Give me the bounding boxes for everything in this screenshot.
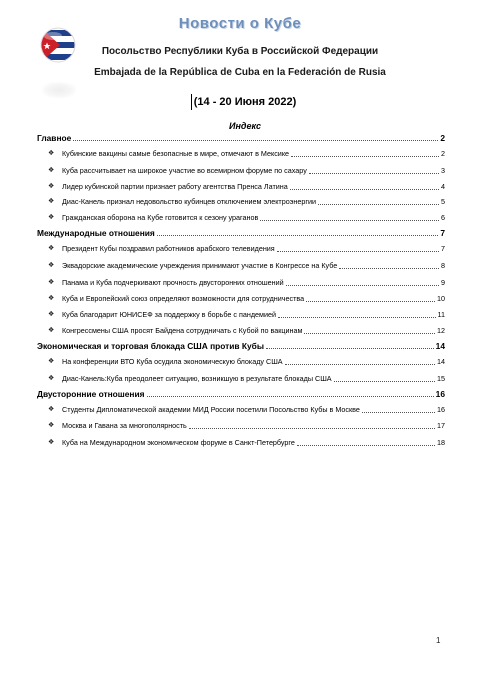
toc-page-number: 2 [440,133,445,143]
toc-item-title: Диас-Канель:Куба преодолеет ситуацию, возникшую в результате блокады США [62,374,332,383]
toc-item[interactable] [48,166,445,176]
toc-page-number: 17 [437,421,445,430]
dot-leader [362,412,435,413]
diamond-bullet-icon: ❖ [48,279,55,286]
toc-item[interactable] [48,326,445,336]
toc-item-title: Конгрессмены США просят Байдена сотрудничать с Кубой по вакцинам [62,326,303,335]
index-heading: Индекс [228,121,262,131]
dot-leader [157,235,439,236]
toc-item-title: Панама и Куба подчеркивают прочность двусторонних отношений [62,278,284,287]
toc-item-title: Куба благодарит ЮНИСЕФ за поддержку в борьбе с пандемией [62,310,276,319]
dot-leader [339,268,439,269]
diamond-bullet-icon: ❖ [48,167,55,174]
toc-page-number: 16 [437,405,445,414]
diamond-bullet-icon: ❖ [48,245,55,252]
embassy-name-spanish: Embajada de la República de Cuba en la Federación de Rusia [94,67,386,78]
toc-item-title: Куба на Международном экономическом форуме в Санкт-Петербурге [62,438,295,447]
toc-item-title: Куба и Европейский союз определяют возможности для сотрудничества [62,294,305,303]
toc-page-number: 6 [441,213,445,222]
toc-page-number: 4 [441,182,445,191]
toc-section[interactable] [37,228,445,238]
dot-leader [260,220,439,221]
dot-leader [147,396,434,397]
toc-item[interactable] [48,278,445,288]
diamond-bullet-icon: ❖ [48,311,55,318]
dot-leader [285,364,435,365]
toc-item[interactable] [48,213,445,223]
dot-leader [189,428,435,429]
toc-section-title: Международные отношения [37,228,155,238]
toc-item[interactable] [48,182,445,192]
toc-item[interactable] [48,374,445,384]
toc-page-number: 12 [437,326,445,335]
toc-page-number: 14 [435,341,445,351]
toc-page-number: 15 [437,374,445,383]
toc-page-number: 5 [441,197,445,206]
dot-leader [297,445,435,446]
toc-section-title: Экономическая и торговая блокада США против Кубы [37,341,264,351]
diamond-bullet-icon: ❖ [48,262,55,269]
dot-leader [286,285,439,286]
toc-item-title: Диас-Канель признал недовольство кубинцев отключением электроэнергии [62,197,316,206]
toc-item[interactable] [48,294,445,304]
dot-leader [304,333,435,334]
diamond-bullet-icon: ❖ [48,327,55,334]
diamond-bullet-icon: ❖ [48,150,55,157]
page-number: 1 [436,636,441,645]
dot-leader [334,381,435,382]
toc-item-title: Эквадорские академические учреждения принимают участие в Конгрессе на Кубе [62,261,338,270]
toc-item[interactable] [48,197,445,207]
toc-item[interactable] [48,357,445,367]
diamond-bullet-icon: ❖ [48,406,55,413]
diamond-bullet-icon: ❖ [48,422,55,429]
diamond-bullet-icon: ❖ [48,358,55,365]
toc-item-title: Куба рассчитывает на широкое участие во всемирном форуме по сахару [62,166,307,175]
toc-page-number: 7 [441,244,445,253]
toc-item-title: На конференции ВТО Куба осудила экономическую блокаду США [62,357,283,366]
dot-leader [266,348,434,349]
dot-leader [291,156,439,157]
diamond-bullet-icon: ❖ [48,198,55,205]
dot-leader [318,204,439,205]
toc-item-title: Москва и Гавана за многополярность [62,421,187,430]
toc-item[interactable] [48,261,445,271]
toc-item-title: Кубинские вакцины самые безопасные в мире, отмечают в Мексике [62,149,290,158]
newsletter-title: Новости о Кубе [178,15,302,32]
dot-leader [278,317,436,318]
toc-item-title: Президент Кубы поздравил работников арабского телевидения [62,244,275,253]
toc-page-number: 8 [441,261,445,270]
toc-section[interactable] [37,133,445,143]
toc-item[interactable] [48,149,445,159]
toc-page-number: 10 [437,294,445,303]
toc-page-number: 18 [437,438,445,447]
dot-leader [290,189,439,190]
dot-leader [306,301,435,302]
diamond-bullet-icon: ❖ [48,183,55,190]
toc-page-number: 16 [435,389,445,399]
diamond-bullet-icon: ❖ [48,295,55,302]
toc-item[interactable] [48,438,445,448]
cuba-flag-seal-icon [40,27,76,63]
toc-section[interactable] [37,341,445,351]
toc-page-number: 9 [441,278,445,287]
toc-page-number: 14 [437,357,445,366]
embassy-name-russian: Посольство Республики Куба в Российской Федерации [101,46,379,57]
toc-item-title: Гражданская оборона на Кубе готовится к сезону ураганов [62,213,259,222]
toc-page-number: 2 [441,149,445,158]
toc-item[interactable] [48,244,445,254]
dot-leader [277,251,439,252]
toc-section-title: Двусторонние отношения [37,389,145,399]
diamond-bullet-icon: ❖ [48,375,55,382]
toc-item-title: Лидер кубинской партии признает работу агентства Пренса Латина [62,182,288,191]
toc-page-number: 7 [440,228,445,238]
date-range: (14 - 20 Июня 2022) [193,96,297,108]
toc-item[interactable] [48,310,445,320]
dot-leader [73,140,438,141]
diamond-bullet-icon: ❖ [48,439,55,446]
toc-item-title: Студенты Дипломатической академии МИД России посетили Посольство Кубы в Москве [62,405,360,414]
dot-leader [309,173,439,174]
toc-section-title: Главное [37,133,72,143]
toc-item[interactable] [48,405,445,415]
toc-page-number: 11 [437,310,445,319]
toc-page-number: 3 [441,166,445,175]
diamond-bullet-icon: ❖ [48,214,55,221]
toc-item[interactable] [48,421,445,431]
toc-section[interactable] [37,389,445,399]
